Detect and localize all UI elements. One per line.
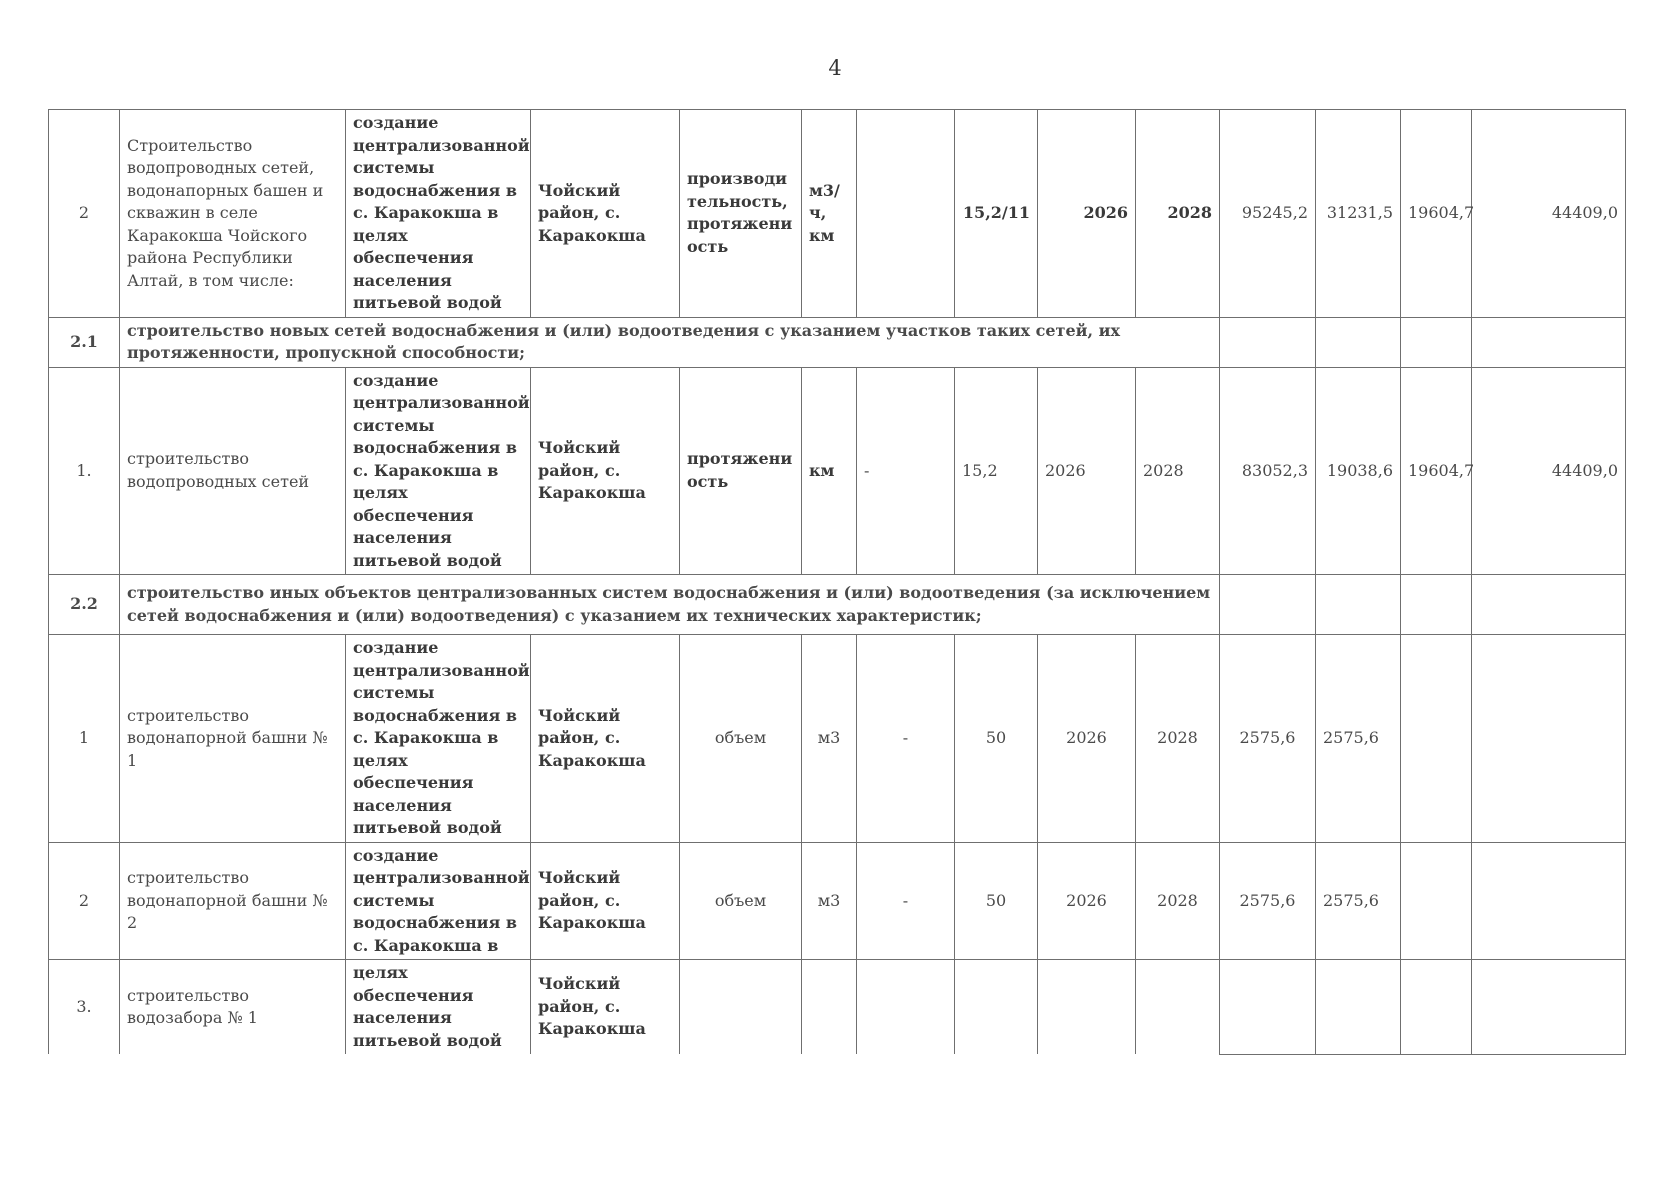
year-start: 2026	[1038, 842, 1136, 960]
year-end: 2028	[1136, 842, 1220, 960]
empty-cell	[1316, 575, 1401, 635]
cost-year-2	[1401, 960, 1472, 1055]
cost-total: 83052,3	[1220, 367, 1316, 575]
object-name: строительство водопроводных сетей	[120, 367, 346, 575]
value-after: 15,2/11	[955, 110, 1038, 318]
empty-cell	[1220, 575, 1316, 635]
object-location: Чойский район, с. Каракокша	[531, 110, 680, 318]
cost-total	[1220, 960, 1316, 1055]
year-end	[1136, 960, 1220, 1055]
row-number: 1	[49, 635, 120, 843]
object-purpose: целях обеспечения населения питьевой водой	[346, 960, 531, 1055]
empty-cell	[1401, 317, 1472, 367]
unit: км	[802, 367, 857, 575]
object-location: Чойский район, с. Каракокша	[531, 367, 680, 575]
section-title: строительство иных объектов централизованных систем водоснабжения и (или) водоотведения (за исключением сетей водоснабжения и (или) водоотведения) с указанием их технических характеристик;	[120, 575, 1220, 635]
object-name: Строительство водопроводных сетей, водонапорных башен и скважин в селе Каракокша Чойского района Республики Алтай, в том числе:	[120, 110, 346, 318]
row-number: 2	[49, 110, 120, 318]
year-end: 2028	[1136, 635, 1220, 843]
section-number: 2.1	[49, 317, 120, 367]
cost-year-2	[1401, 635, 1472, 843]
value-after	[955, 960, 1038, 1055]
technical-parameter	[680, 960, 802, 1055]
cost-year-2: 19604,7	[1401, 367, 1472, 575]
object-location: Чойский район, с. Каракокша	[531, 842, 680, 960]
value-after: 50	[955, 635, 1038, 843]
value-before: -	[857, 635, 955, 843]
value-before	[857, 110, 955, 318]
value-before: -	[857, 367, 955, 575]
cost-year-3	[1472, 960, 1626, 1055]
section-row	[49, 317, 1626, 367]
page-number: 4	[828, 56, 842, 80]
cost-total: 2575,6	[1220, 635, 1316, 843]
unit: м3	[802, 842, 857, 960]
object-location: Чойский район, с. Каракокша	[531, 960, 680, 1055]
value-after: 50	[955, 842, 1038, 960]
technical-parameter: объем	[680, 842, 802, 960]
cost-year-1: 2575,6	[1316, 842, 1401, 960]
cost-year-2	[1401, 842, 1472, 960]
table-row	[49, 960, 1626, 1055]
cost-year-1: 2575,6	[1316, 635, 1401, 843]
row-number: 2	[49, 842, 120, 960]
year-start: 2026	[1038, 367, 1136, 575]
year-start: 2026	[1038, 110, 1136, 318]
table-row	[49, 635, 1626, 843]
object-purpose: создание централизованной системы водоснабжения в с. Каракокша в целях обеспечения населения питьевой водой	[346, 110, 531, 318]
investment-program-table	[48, 109, 1626, 1055]
cost-year-3: 44409,0	[1472, 110, 1626, 318]
cost-year-1	[1316, 960, 1401, 1055]
cost-year-3	[1472, 635, 1626, 843]
technical-parameter: протяжени ость	[680, 367, 802, 575]
unit: м3	[802, 635, 857, 843]
row-number: 1.	[49, 367, 120, 575]
section-number: 2.2	[49, 575, 120, 635]
section-row	[49, 575, 1626, 635]
year-start	[1038, 960, 1136, 1055]
year-end: 2028	[1136, 110, 1220, 318]
empty-cell	[1401, 575, 1472, 635]
table-row	[49, 367, 1626, 575]
cost-year-3: 44409,0	[1472, 367, 1626, 575]
unit	[802, 960, 857, 1055]
empty-cell	[1316, 317, 1401, 367]
cost-year-3	[1472, 842, 1626, 960]
year-end: 2028	[1136, 367, 1220, 575]
object-name: строительство водонапорной башни № 2	[120, 842, 346, 960]
object-purpose: создание централизованной системы водоснабжения в с. Каракокша в целях обеспечения населения питьевой водой	[346, 367, 531, 575]
section-title: строительство новых сетей водоснабжения и (или) водоотведения с указанием участков таких сетей, их протяженности, пропускной способности;	[120, 317, 1220, 367]
table-row	[49, 110, 1626, 318]
cost-total: 95245,2	[1220, 110, 1316, 318]
cost-year-1: 19038,6	[1316, 367, 1401, 575]
cost-total: 2575,6	[1220, 842, 1316, 960]
value-after: 15,2	[955, 367, 1038, 575]
technical-parameter: производи тельность, протяжени ость	[680, 110, 802, 318]
object-location: Чойский район, с. Каракокша	[531, 635, 680, 843]
technical-parameter: объем	[680, 635, 802, 843]
unit: м3/ ч, км	[802, 110, 857, 318]
object-purpose: создание централизованной системы водоснабжения в с. Каракокша в целях обеспечения населения питьевой водой	[346, 635, 531, 843]
empty-cell	[1472, 317, 1626, 367]
empty-cell	[1472, 575, 1626, 635]
object-name: строительство водонапорной башни № 1	[120, 635, 346, 843]
row-number: 3.	[49, 960, 120, 1055]
table-row	[49, 842, 1626, 960]
empty-cell	[1220, 317, 1316, 367]
year-start: 2026	[1038, 635, 1136, 843]
value-before: -	[857, 842, 955, 960]
object-name: строительство водозабора № 1	[120, 960, 346, 1055]
value-before	[857, 960, 955, 1055]
object-purpose: создание централизованной системы водоснабжения в с. Каракокша в	[346, 842, 531, 960]
cost-year-1: 31231,5	[1316, 110, 1401, 318]
cost-year-2: 19604,7	[1401, 110, 1472, 318]
